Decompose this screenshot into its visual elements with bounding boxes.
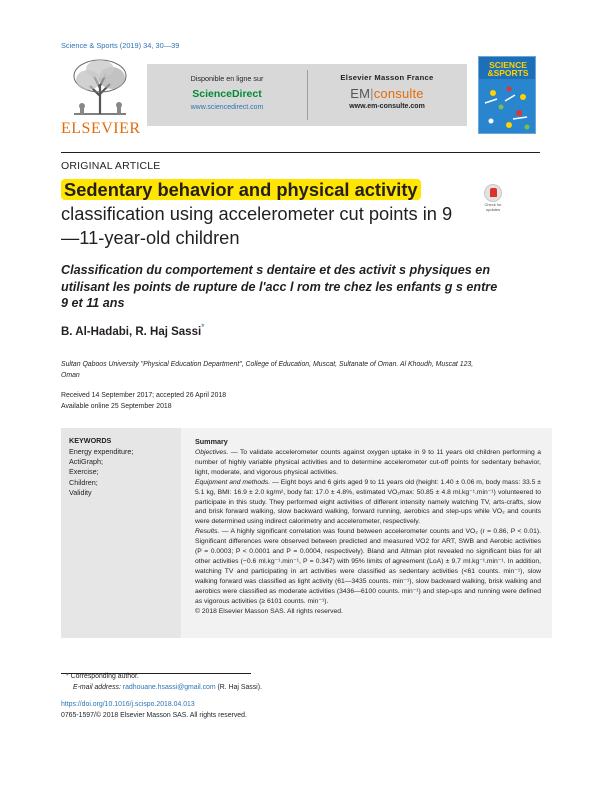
emconsulte-logo-bar: | <box>370 86 374 101</box>
abstract-objectives <box>195 448 541 478</box>
author-list <box>61 322 205 338</box>
article-type-label: ORIGINAL ARTICLE <box>61 160 161 172</box>
emconsulte-url[interactable]: www.em-consulte.com <box>349 103 425 110</box>
email-link[interactable]: radhouane.hsassi@gmail.com <box>122 683 216 691</box>
abstract-box <box>181 428 552 638</box>
emconsulte-logo <box>307 86 467 101</box>
elsevier-wordmark: ELSEVIER <box>61 120 141 137</box>
check-for-updates-icon <box>484 184 502 202</box>
email-note <box>66 683 262 694</box>
sciencedirect-url[interactable]: www.sciencedirect.com <box>190 104 264 111</box>
footnote-star: * <box>66 673 69 680</box>
results-label: Results. <box>195 528 220 536</box>
elsevier-logo[interactable] <box>61 56 139 140</box>
email-suffix: (R. Haj Sassi). <box>215 683 262 691</box>
abstract-copyright: © 2018 Elsevier Masson SAS. All rights reserved. <box>195 607 343 615</box>
availability-box <box>147 64 467 126</box>
abstract-text <box>195 448 541 616</box>
keywords-list <box>69 447 133 498</box>
sciencedirect-name: ScienceDirect <box>192 88 262 100</box>
doi-link[interactable]: https://doi.org/10.1016/j.scispo.2018.04.013 <box>61 701 195 708</box>
elsevier-masson-title: Elsevier Masson France <box>340 73 434 82</box>
doi-block <box>61 700 247 721</box>
journal-header-banner <box>61 56 540 142</box>
journal-reference[interactable]: Science & Sports (2019) 34, 30—39 <box>61 41 180 50</box>
keywords-title: KEYWORDS <box>69 436 112 445</box>
emconsulte-logo-consulte: consulte <box>373 86 424 101</box>
header-divider <box>61 152 540 153</box>
keywords-box <box>61 428 181 638</box>
methods-text: — Eight boys and 6 girls aged 9 to 11 years old (height: 1.40 ± 0.06 m, body mass: 33.5 ± 5.1 kg, BMI: 16.9 ± 2.0 kg/m², body fat: 17.0 ± 4.8%, estimated VO₂max: 50.85 ± 4.8 ml.kg⁻¹.min⁻¹) volunteered to participate in this study. They performed eight activities of different intensity namely watching TV, arts-crafts, slow and brisk forward walking, slow backward walking, forward running, aerobics and step-ups while VO₂ and counts were determined using indirect calorimetry and accelerometer, respectively. <box>195 478 541 526</box>
results-text: — A highly significant correlation was found between accelerometer counts and VO₂ (r = 0.86, P < 0.01). Significant differences were observed between predicted and measured VO2 for ART, SWB and Aerobic activities (P = 0.0003; P < 0.0001 and P = 0.0004, respectively). Bland and Altman plot revealed no significant bias for all other activities (−0.6 ml.kg⁻¹.min⁻¹, P = 0.347) with 95% limits of agreement (LoA) ± 9.7 ml.kg⁻¹.min⁻¹. In addition, watching TV and participating in art activities were classified as sedentary activities (<61 counts. min⁻¹), slow walking forward was classified as light activity (61—3435 counts. min⁻¹), slow backward walking, brisk walking and aerobics were classified as moderate activities (3436—6100 counts. min⁻¹) and step-ups and running were defined as vigorous activities (≥ 6101 counts. min⁻¹). <box>195 528 541 605</box>
sciencedirect-block[interactable] <box>147 64 307 126</box>
emconsulte-block[interactable] <box>307 64 467 126</box>
check-for-updates-badge[interactable] <box>479 184 507 214</box>
author-names[interactable]: B. Al-Hadabi, R. Haj Sassi <box>61 325 202 338</box>
author-affiliation: Sultan Qaboos University "Physical Education Department", College of Education, Muscat, Sultanate of Oman. Al Khoudh, Muscat 123, Oman <box>61 361 474 379</box>
article-title <box>61 178 461 250</box>
abstract-results <box>195 527 541 606</box>
keyword-item: Exercise; <box>69 467 99 477</box>
available-online-date: Available online 25 September 2018 <box>61 402 172 410</box>
keyword-item: Validity <box>69 487 92 497</box>
article-dates <box>61 391 226 412</box>
article-title-french: Classification du comportement s dentaire et des activit s physiques en utilisant les points de rupture de l'acc l rom tre chez les enfants g s entre 9 et 11 ans <box>61 263 498 310</box>
abstract-methods <box>195 478 541 528</box>
footnotes <box>66 672 262 693</box>
keyword-item: ActiGraph; <box>69 457 103 467</box>
objectives-label: Objectives. <box>195 449 229 456</box>
objectives-text: — To validate accelerometer counts against oxygen uptake in 9 to 11 years old children performing a number of highly variable physical activities and to determine accelerometer cut-off points for sedentary behavior, light, moderate, and vigorous physical activities. <box>195 449 541 476</box>
corresponding-author-marker[interactable]: * <box>201 322 205 332</box>
elsevier-tree-icon <box>64 56 136 118</box>
cover-title-line1: SCIENCE <box>489 60 527 70</box>
emconsulte-logo-em: EM <box>350 86 371 101</box>
received-accepted-date: Received 14 September 2017; accepted 26 April 2018 <box>61 392 227 399</box>
article-title-rest: classification using accelerometer cut points in 9—11-year-old children <box>61 203 453 248</box>
issn-copyright: 0765-1597/© 2018 Elsevier Masson SAS. All rights reserved. <box>61 711 247 719</box>
keyword-item: Children; <box>69 477 98 487</box>
article-title-highlighted: Sedentary behavior and physical activity <box>61 179 421 200</box>
abstract-title: Summary <box>195 437 228 446</box>
email-label: E-mail address: <box>73 683 123 691</box>
corresponding-author-note <box>66 672 262 683</box>
available-online-label: Disponible en ligne sur <box>190 74 264 83</box>
corresponding-author-text: Corresponding author. <box>68 673 139 680</box>
journal-cover-thumbnail[interactable] <box>478 56 536 134</box>
check-for-updates-text: Check for updates <box>484 202 502 212</box>
keyword-item: Energy expenditure; <box>69 447 134 456</box>
cover-artwork-icon <box>479 57 536 134</box>
cover-title-line2: &SPORTS <box>487 68 529 78</box>
methods-label: Equipment and methods. <box>195 478 271 486</box>
